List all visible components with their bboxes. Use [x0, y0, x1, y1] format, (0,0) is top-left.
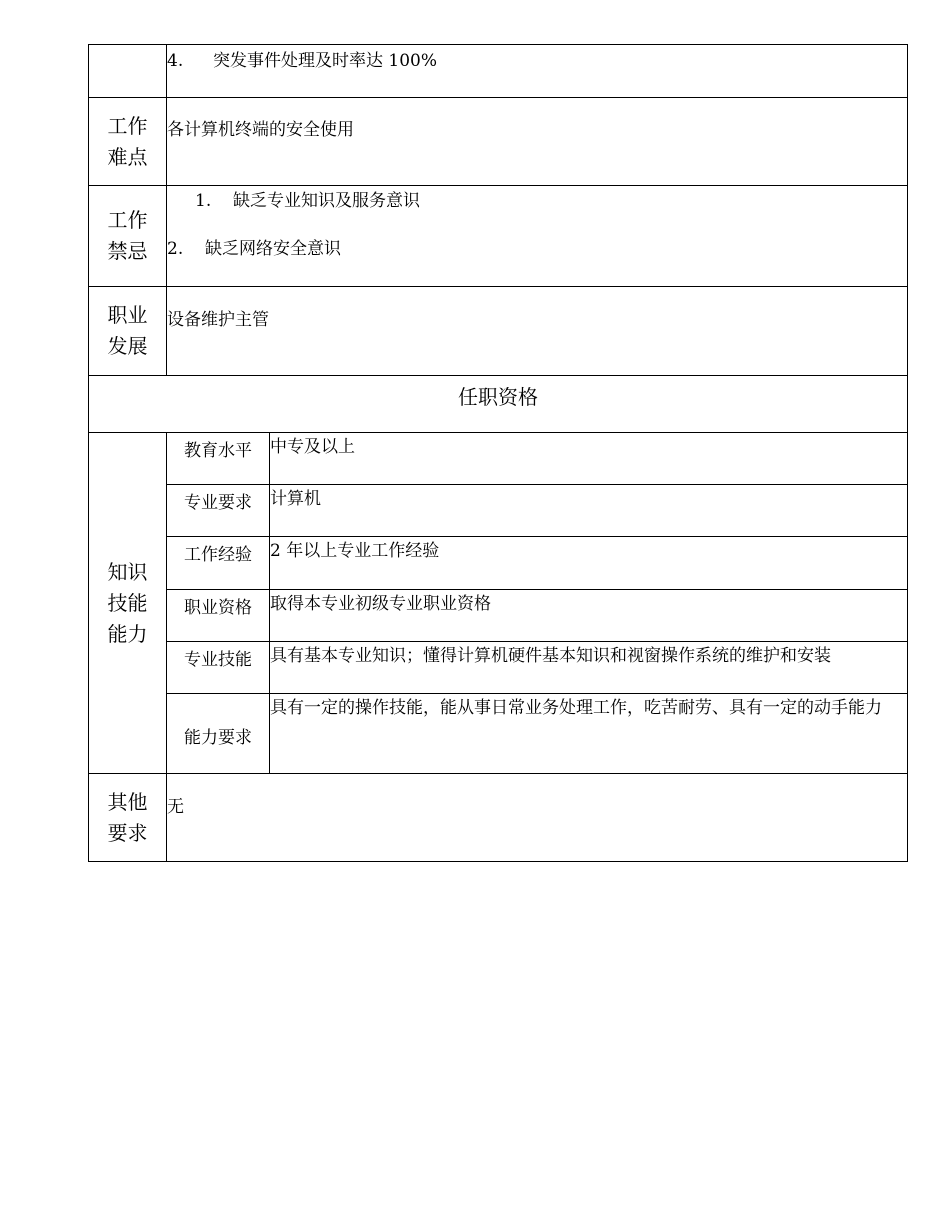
qualification-label: 工作经验: [167, 537, 270, 590]
qualification-row: [89, 537, 908, 590]
other-text: 无: [167, 774, 908, 862]
career-text: 设备维护主管: [167, 287, 908, 376]
standards-continuation-cell: [167, 45, 908, 98]
list-number: 2.: [167, 239, 184, 259]
other-label: 其他 要求: [89, 774, 167, 862]
list-item: [167, 237, 907, 261]
difficulty-label: 工作 难点: [89, 98, 167, 186]
qualification-value: 具有基本专业知识；懂得计算机硬件基本知识和视窗操作系统的维护和安装: [270, 642, 908, 694]
taboo-label: 工作 禁忌: [89, 186, 167, 287]
list-number: 1.: [195, 191, 212, 211]
qualification-row: [89, 694, 908, 774]
job-description-table: [88, 44, 908, 862]
qualification-value: 中专及以上: [270, 433, 908, 485]
qualification-row: [89, 485, 908, 537]
other-row: [89, 774, 908, 862]
qualification-label: 职业资格: [167, 590, 270, 642]
list-number: 4.: [167, 51, 184, 71]
standards-continuation-row: [89, 45, 908, 98]
knowledge-skills-label: 知识 技能 能力: [89, 433, 167, 774]
qualification-value: 计算机: [270, 485, 908, 537]
qualifications-title-row: [89, 376, 908, 433]
qualification-row: [89, 590, 908, 642]
list-item-text: 缺乏专业知识及服务意识: [233, 191, 420, 211]
qualification-label: 专业要求: [167, 485, 270, 537]
difficulty-text: 各计算机终端的安全使用: [167, 98, 908, 186]
qualification-value: 具有一定的操作技能，能从事日常业务处理工作，吃苦耐劳、具有一定的动手能力: [270, 694, 908, 774]
qualification-value: 取得本专业初级专业职业资格: [270, 590, 908, 642]
list-item: [167, 189, 907, 213]
empty-label-cell: [89, 45, 167, 98]
qualifications-title: 任职资格: [89, 376, 908, 433]
qualification-label: 教育水平: [167, 433, 270, 485]
career-label: 职业 发展: [89, 287, 167, 376]
list-item-text: 突发事件处理及时率达 100%: [213, 51, 438, 71]
list-item-text: 缺乏网络安全意识: [205, 239, 341, 259]
difficulty-row: [89, 98, 908, 186]
qualification-value: 2 年以上专业工作经验: [270, 537, 908, 590]
qualification-label: 能力要求: [167, 694, 270, 774]
taboo-row: [89, 186, 908, 287]
taboo-cell: [167, 186, 908, 287]
qualification-row: [89, 433, 908, 485]
qualification-row: [89, 642, 908, 694]
qualification-label: 专业技能: [167, 642, 270, 694]
career-row: [89, 287, 908, 376]
